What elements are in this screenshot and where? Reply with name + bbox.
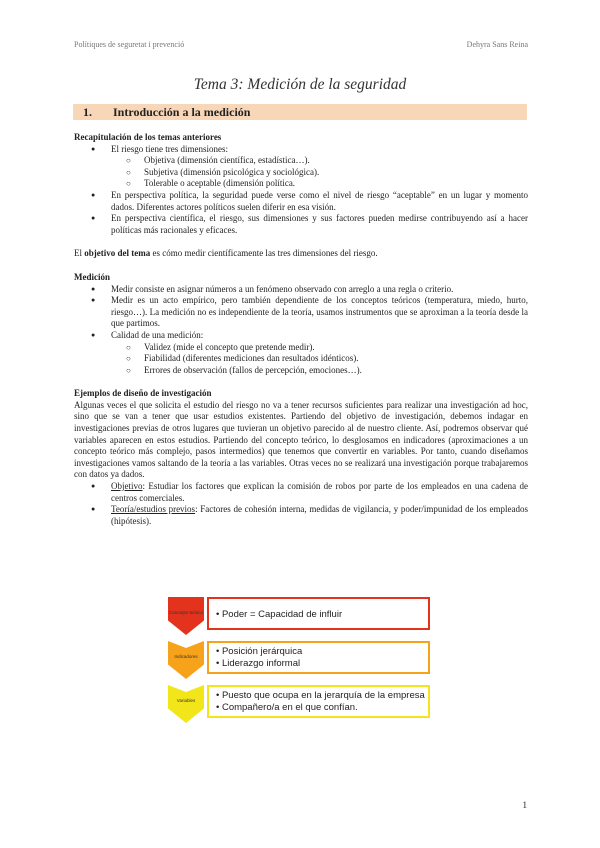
- list-item: ○ Validez (mide el concepto que pretende medir).: [74, 342, 528, 354]
- chevron-shape: [168, 641, 204, 679]
- body-content: [74, 132, 528, 527]
- chevron-label: Concepto teórico: [168, 610, 204, 615]
- page-title: Tema 3: Medición de la seguridad: [193, 76, 407, 93]
- list-item: ○ Errores de observación (fallos de percepción, emociones…).: [74, 365, 528, 377]
- list-item: ● En perspectiva científica, el riesgo, sus dimensiones y sus factores pueden medirse contribuyendo así a hacer políticas más racionales y eficaces.: [74, 213, 528, 236]
- list-item: ● En perspectiva política, la seguridad puede verse como el nivel de riesgo “aceptable” en un lugar y momento dados. Diferentes actores políticos suelen diferir en esa visión.: [74, 190, 528, 213]
- list-item: ● El riesgo tiene tres dimensiones:: [74, 144, 528, 156]
- list-item: ● Medir es un acto empírico, pero también dependiente de los conceptos teóricos (temperatura, miedo, hurto, riesgo…). La medición no es independiente de la teoría, usamos instrumentos que se aproximan a la teoría desde la que partimos.: [74, 295, 528, 330]
- list-item: ○ Tolerable o aceptable (dimensión política.: [74, 178, 528, 190]
- objective-paragraph: El objetivo del tema es cómo medir científicamente las tres dimensiones del riesgo.: [74, 248, 378, 259]
- recap-list: [74, 144, 528, 237]
- diagram-item: • Liderazgo informal: [216, 658, 301, 669]
- ejemplos-heading: Ejemplos de diseño de investigación: [74, 388, 212, 399]
- chevron-shape: [168, 597, 204, 635]
- diagram-item: • Puesto que ocupa en la jerarquía de la empresa: [216, 690, 425, 701]
- chevron-label: Indicadores: [174, 654, 198, 659]
- chevron-label: Variables: [176, 698, 196, 703]
- concept-diagram-svg: [168, 594, 431, 733]
- ejemplos-paragraph: Algunas veces el que solicita el estudio del riesgo no va a tener recursos suficientes para realizar una investigación ad hoc, sino que se van a tener que usar estudios existentes. Partiendo del objetivo de investigación, debemos indagar en investigaciones previas de otros lugares que tuvieran un objetivo parecido al de nuestro cliente. Así, podremos observar qué variables aparecen en estos estudios. Partiendo del concepto teórico, lo desglosamos en indicadores (aproximaciones a un concepto teórico más complejo, pasos intermedios) que tenemos que convertir en variables. Por tanto, cuando diseñamos investigaciones vamos saltando de la teoría a las variables. Otras veces no se realizará una investigación porque trabajaremos con datos ya dados.: [74, 399, 528, 480]
- section-title: Introducción a la medición: [113, 105, 251, 119]
- section-heading: [73, 104, 527, 120]
- recap-heading: Recapitulación de los temas anteriores: [74, 132, 222, 142]
- diagram-item: • Posición jerárquica: [216, 646, 303, 657]
- concept-diagram: [168, 594, 431, 733]
- header-left: Polítiques de seguretat i prevenció: [74, 40, 185, 49]
- medicion-heading: Medición: [74, 271, 110, 282]
- list-item: ● Medir consiste en asignar números a un fenómeno observado con arreglo a una regla o criterio.: [74, 284, 528, 296]
- diagram-item: • Poder = Capacidad de influir: [216, 609, 343, 620]
- chevron-shape: [168, 685, 204, 723]
- list-item: ● Calidad de una medición:: [74, 330, 528, 342]
- section-number: 1.: [83, 105, 92, 119]
- medicion-list: [74, 284, 528, 377]
- diagram-item: • Compañero/a en el que confían.: [216, 702, 358, 713]
- list-item: ○ Objetiva (dimensión científica, estadística…).: [74, 155, 528, 167]
- page-number: 1: [522, 800, 527, 810]
- ejemplos-list: [74, 481, 528, 527]
- list-item: ○ Fiabilidad (diferentes mediciones dan resultados idénticos).: [74, 353, 528, 365]
- list-item: ○ Subjetiva (dimensión psicológica y sociológica).: [74, 167, 528, 179]
- list-item: ● Objetivo: Estudiar los factores que explican la comisión de robos por parte de los empleados en una cadena de centros comerciales.: [74, 481, 528, 504]
- header-right: Dehyra Sans Reina: [466, 40, 528, 49]
- list-item: ● Teoría/estudios previos: Factores de cohesión interna, medidas de vigilancia, y poder/impunidad de los empleados (hipótesis).: [74, 504, 528, 527]
- objective-bold: objetivo del tema: [84, 248, 151, 259]
